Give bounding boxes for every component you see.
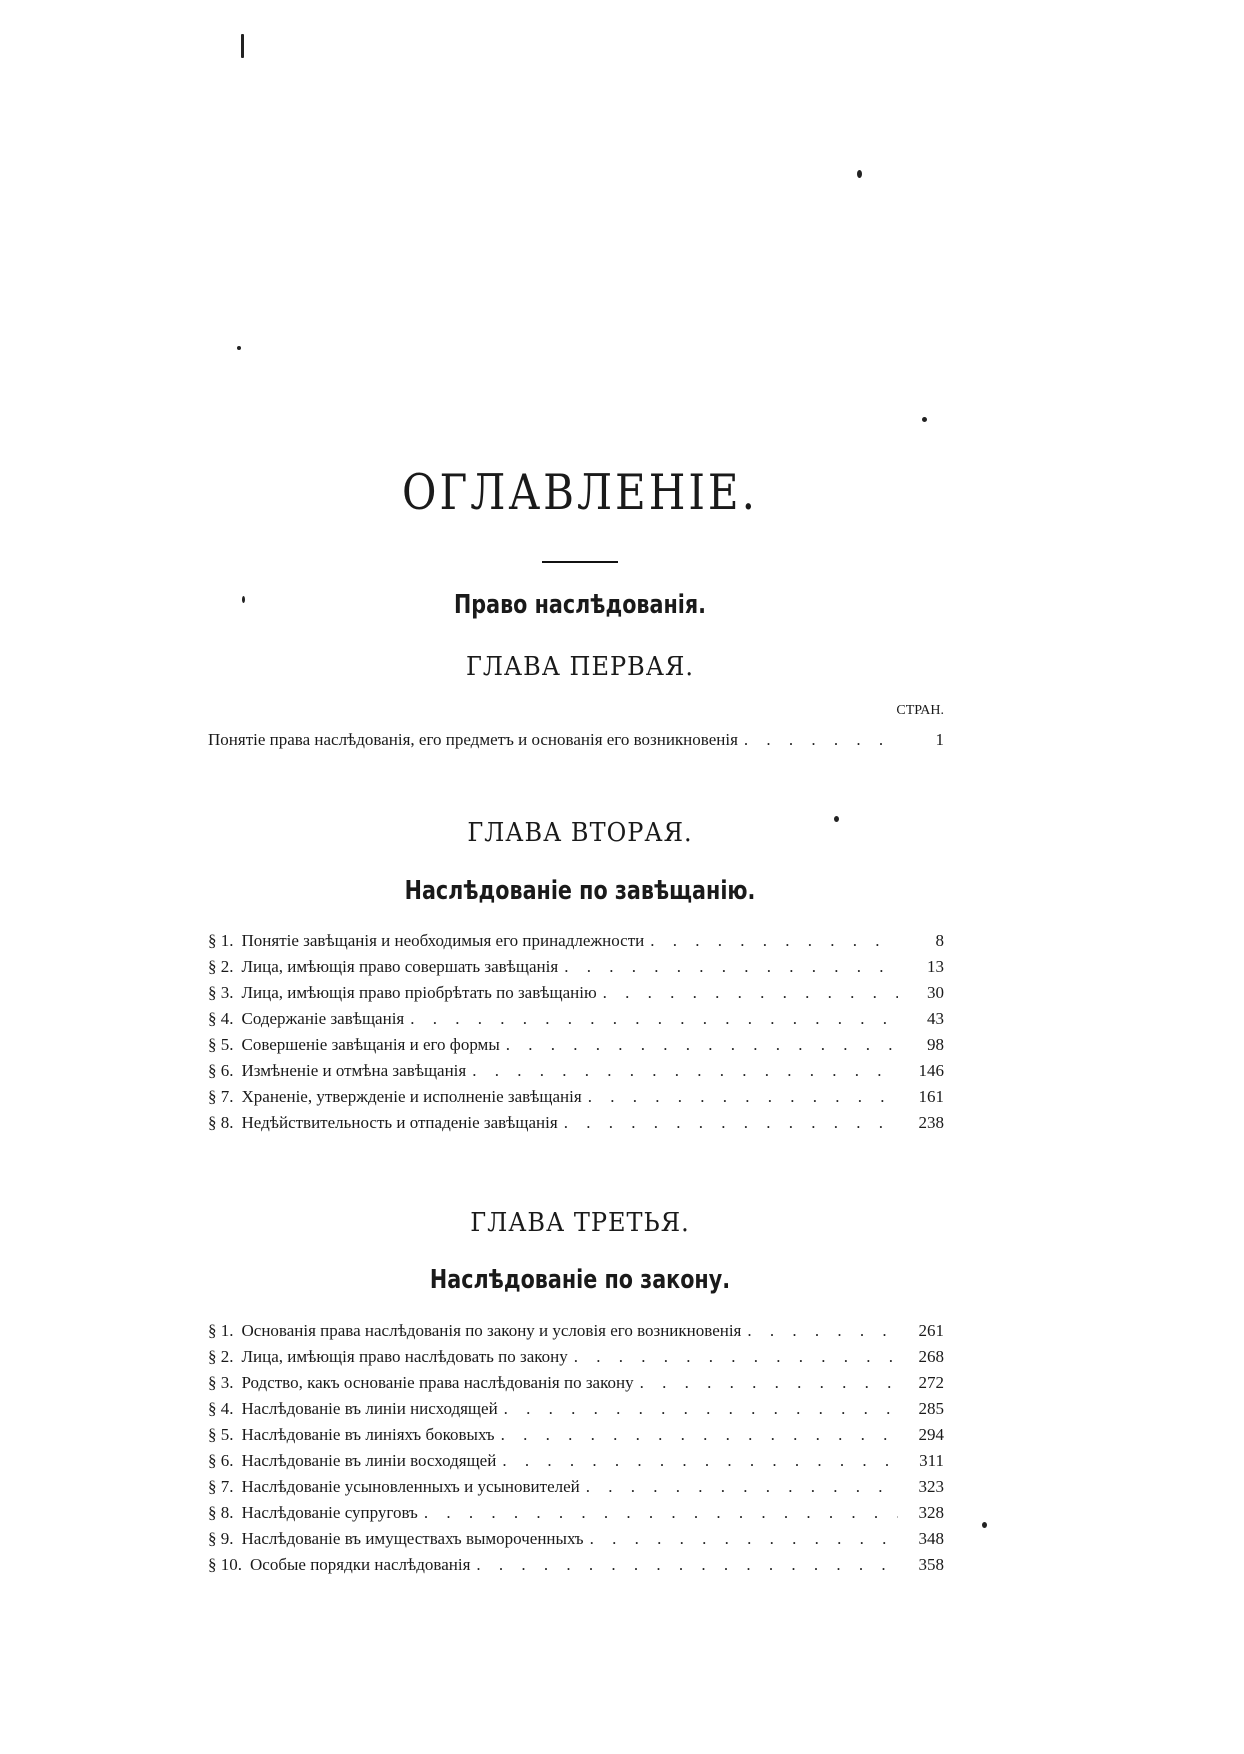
toc-entry xyxy=(208,1370,944,1396)
toc-entry-number: § 6. xyxy=(208,1061,234,1080)
dot-leader xyxy=(603,980,898,1006)
toc-entry-page: 1 xyxy=(935,730,944,749)
dot-leader xyxy=(564,954,898,980)
toc-entry-number: § 7. xyxy=(208,1477,234,1496)
page-column-label: СТРАН. xyxy=(896,703,944,718)
toc-entry xyxy=(208,1448,944,1474)
toc-entry xyxy=(208,1500,944,1526)
toc-entry xyxy=(208,1110,944,1136)
toc-entry-page: 272 xyxy=(918,1373,944,1392)
toc-entry-text: Лица, имѣющія право наслѣдовать по закону xyxy=(241,1347,568,1366)
toc-entry-page: 311 xyxy=(919,1451,944,1470)
toc-entry xyxy=(208,1318,944,1344)
toc-entry-page: 261 xyxy=(918,1321,944,1340)
toc-entry xyxy=(208,727,944,753)
toc-entry-number: § 1. xyxy=(208,1321,234,1340)
toc-entry-text: Совершеніе завѣщанія и его формы xyxy=(241,1035,500,1054)
toc-entry xyxy=(208,954,944,980)
toc-entry xyxy=(208,1474,944,1500)
dot-leader xyxy=(506,1032,898,1058)
toc-entry-text: Родство, какъ основаніе права наслѣдованія по закону xyxy=(241,1373,634,1392)
toc-entry xyxy=(208,1526,944,1552)
toc-entry-number: § 5. xyxy=(208,1425,234,1444)
toc-entry-number: § 3. xyxy=(208,1373,234,1392)
toc-entry-page: 268 xyxy=(918,1347,944,1366)
toc-entry-page: 30 xyxy=(927,983,944,1002)
toc-entry-number: § 8. xyxy=(208,1113,234,1132)
dot-leader xyxy=(590,1526,898,1552)
toc-entry-text: Наслѣдованіе въ имуществахъ вымороченныхъ xyxy=(241,1529,584,1548)
toc-entry xyxy=(208,1344,944,1370)
toc-entry-page: 146 xyxy=(918,1061,944,1080)
toc-entry-text: Особые порядки наслѣдованія xyxy=(250,1555,471,1574)
dot-leader xyxy=(501,1422,898,1448)
toc-entry-page: 358 xyxy=(918,1555,944,1574)
toc-list xyxy=(208,727,944,753)
chapter-heading: ГЛАВА ВТОРАЯ. xyxy=(467,816,693,848)
toc-entry-page: 323 xyxy=(918,1477,944,1496)
toc-entry-page: 294 xyxy=(918,1425,944,1444)
toc-entry-number: § 7. xyxy=(208,1087,234,1106)
dot-leader xyxy=(504,1396,898,1422)
toc-list xyxy=(208,928,944,1136)
dot-leader xyxy=(574,1344,898,1370)
toc-entry-text: Лица, имѣющія право пріобрѣтать по завѣщанію xyxy=(241,983,597,1002)
toc-entry-text: Понятіе завѣщанія и необходимыя его принадлежности xyxy=(241,931,645,950)
scan-speck xyxy=(982,1522,987,1528)
toc-entry-text: Лица, имѣющія право совершать завѣщанія xyxy=(241,957,559,976)
dot-leader xyxy=(747,1318,898,1344)
toc-entry xyxy=(208,1006,944,1032)
toc-entry-number: § 9. xyxy=(208,1529,234,1548)
toc-entry-page: 161 xyxy=(918,1087,944,1106)
section-title: Наслѣдованіе по закону. xyxy=(429,1265,731,1295)
toc-entry-page: 13 xyxy=(927,957,944,976)
toc-entry-text: Содержаніе завѣщанія xyxy=(241,1009,405,1028)
toc-entry-text: Основанія права наслѣдованія по закону и условія его возникновенія xyxy=(241,1321,742,1340)
toc-entry-text: Наслѣдованіе въ линіи восходящей xyxy=(241,1451,497,1470)
toc-entry xyxy=(208,928,944,954)
toc-entry-number: § 10. xyxy=(208,1555,242,1574)
scan-speck xyxy=(922,417,927,422)
toc-entry-page: 43 xyxy=(927,1009,944,1028)
toc-entry-number: § 2. xyxy=(208,1347,234,1366)
toc-entry-page: 348 xyxy=(918,1529,944,1548)
toc-entry xyxy=(208,1552,944,1578)
scan-speck xyxy=(857,170,862,178)
toc-entry-text: Наслѣдованіе въ линіяхъ боковыхъ xyxy=(241,1425,495,1444)
dot-leader xyxy=(586,1474,898,1500)
toc-entry-text: Храненіе, утвержденіе и исполненіе завѣщанія xyxy=(241,1087,582,1106)
toc-entry-text: Измѣненіе и отмѣна завѣщанія xyxy=(241,1061,467,1080)
toc-entry xyxy=(208,1396,944,1422)
toc-entry-number: § 2. xyxy=(208,957,234,976)
dot-leader xyxy=(410,1006,898,1032)
dot-leader xyxy=(650,928,898,954)
toc-entry xyxy=(208,980,944,1006)
dot-leader xyxy=(472,1058,898,1084)
chapter-heading: ГЛАВА ПЕРВАЯ. xyxy=(466,650,694,682)
scan-speck xyxy=(237,346,241,350)
page-title: ОГЛАВЛЕНІЕ. xyxy=(402,464,758,521)
toc-entry-text: Понятіе права наслѣдованія, его предметъ и основанія его возникновенія xyxy=(208,730,738,749)
dot-leader xyxy=(744,727,898,753)
title-rule xyxy=(542,561,618,563)
toc-entry-number: § 6. xyxy=(208,1451,234,1470)
toc-entry-text: Наслѣдованіе супруговъ xyxy=(241,1503,418,1522)
toc-entry-number: § 4. xyxy=(208,1399,234,1418)
dot-leader xyxy=(424,1500,898,1526)
toc-entry-number: § 5. xyxy=(208,1035,234,1054)
toc-entry-number: § 1. xyxy=(208,931,234,950)
toc-entry xyxy=(208,1032,944,1058)
dot-leader xyxy=(476,1552,898,1578)
dot-leader xyxy=(640,1370,898,1396)
dot-leader xyxy=(588,1084,898,1110)
toc-entry-page: 328 xyxy=(918,1503,944,1522)
toc-entry-number: § 3. xyxy=(208,983,234,1002)
toc-entry-number: § 4. xyxy=(208,1009,234,1028)
dot-leader xyxy=(502,1448,898,1474)
section-title: Наслѣдованіе по завѣщанію. xyxy=(404,876,756,906)
dot-leader xyxy=(564,1110,898,1136)
toc-entry xyxy=(208,1084,944,1110)
toc-entry xyxy=(208,1058,944,1084)
scan-speck xyxy=(241,34,244,58)
toc-list xyxy=(208,1318,944,1578)
chapter-heading: ГЛАВА ТРЕТЬЯ. xyxy=(470,1206,690,1238)
toc-entry-page: 8 xyxy=(935,931,944,950)
part-title: Право наслѣдованія. xyxy=(453,590,707,620)
toc-entry-text: Наслѣдованіе въ линіи нисходящей xyxy=(241,1399,498,1418)
toc-entry-number: § 8. xyxy=(208,1503,234,1522)
toc-entry-page: 238 xyxy=(918,1113,944,1132)
toc-entry-text: Наслѣдованіе усыновленныхъ и усыновителей xyxy=(241,1477,580,1496)
toc-entry-page: 285 xyxy=(918,1399,944,1418)
toc-entry xyxy=(208,1422,944,1448)
toc-entry-page: 98 xyxy=(927,1035,944,1054)
toc-entry-text: Недѣйствительность и отпаденіе завѣщанія xyxy=(241,1113,558,1132)
